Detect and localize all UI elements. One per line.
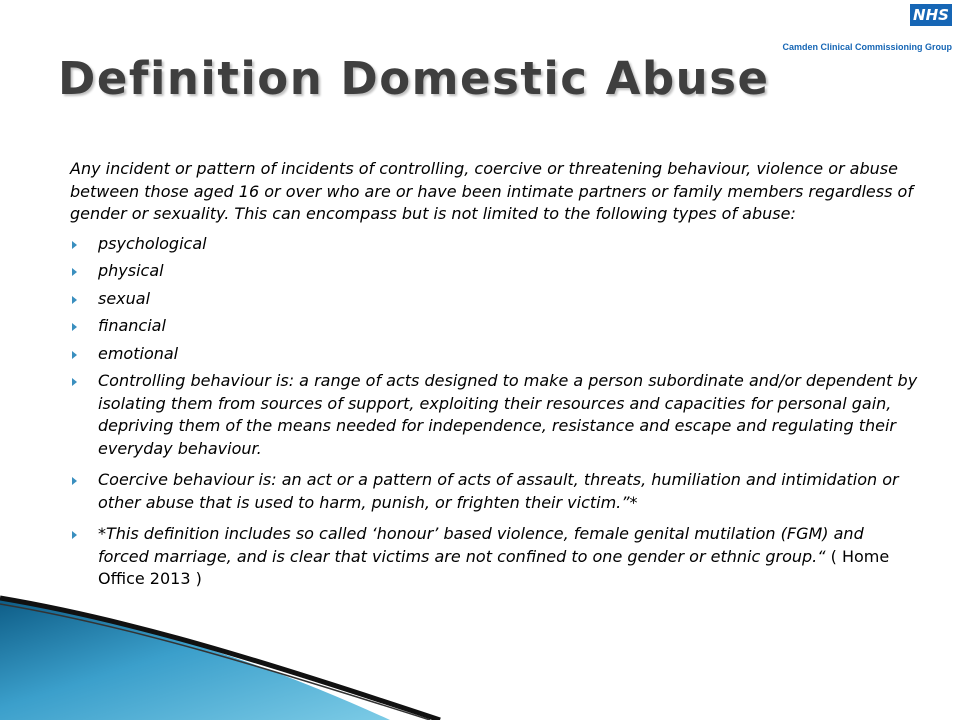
source-citation: ( Home Office 2013 ) [98,546,890,588]
nhs-logo-text: NHS [913,6,949,24]
slide-title: Definition Domestic Abuse [58,52,770,105]
bullet-text: *This definition includes so called ‘honour’ based violence, female genital mutilation (FGM) and forced marriage, and is clear that victims are not confined to one gender or ethnic group.“ [98,524,864,566]
intro-paragraph: Any incident or pattern of incidents of controlling, coercive or threatening behaviour, violence or abuse between those aged 16 or over who are or have been intimate partners or family members regardless of gender or sexuality. This can encompass but is not limited to the following types of abuse: [70,159,913,223]
organisation-name: Camden Clinical Commissioning Group [782,42,952,52]
bullet-text: psychological [98,233,207,253]
bullet-text: financial [98,316,166,335]
bullet-text: sexual [98,288,151,308]
bullet-text: physical [98,261,164,280]
bullet-text: Coercive behaviour is: an act or a pattern of acts of assault, threats, humiliation and intimidation or other abuse that is used to harm, punish, or frighten their victim.”* [98,470,899,512]
bullet-text: emotional [98,343,179,363]
bullet-text: Controlling behaviour is: a range of acts designed to make a person subordinate and/or dependent by isolating them from sources of support, exploiting their resources and capacities for personal gain, depriving them of the means needed for independence, resistance and escape and regulating their everyday behaviour. [98,371,918,458]
wave-main-band [0,598,390,720]
